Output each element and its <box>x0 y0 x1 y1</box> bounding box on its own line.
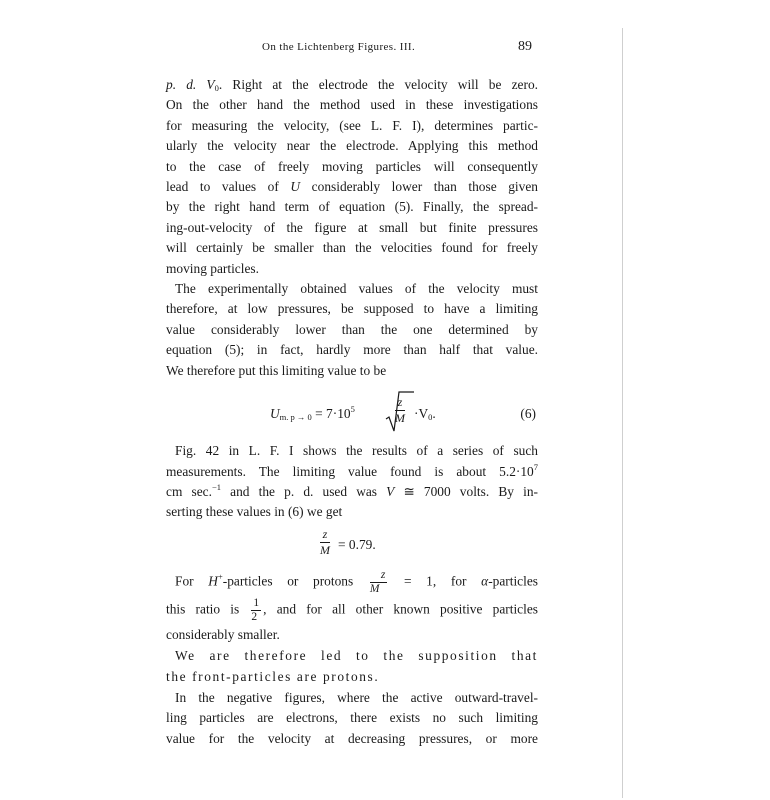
text-line: The experimentally obtained values of the velocity must <box>175 281 538 297</box>
text-line: cm sec.$^{-1}$ and the p. d. used was V ≅ 7000 volts. By in- <box>166 481 538 499</box>
text-line: Fig. 42 in L. F. I shows the results of a series of such <box>175 443 538 459</box>
text-line: will certainly be smaller than the velocities found for freely <box>166 240 538 256</box>
equation-6-tail: $\cdot V_0$. <box>414 406 436 423</box>
paragraph-3 <box>166 441 538 523</box>
page-edge-line <box>622 28 623 798</box>
text-line: for measuring the velocity, (see L. F. I), determines partic- <box>166 117 538 133</box>
text-line: p. d. $V_0$. Right at the electrode the velocity will be zero. <box>166 77 538 93</box>
text-line: ularly the velocity near the electrode. Applying this method <box>166 138 538 154</box>
paragraph-1 <box>166 75 538 279</box>
text-line: to the case of freely moving particles will consequently <box>166 158 538 174</box>
text-line: ling particles are electrons, there exists no such limiting <box>166 710 538 726</box>
inline-fraction: $\frac{z}{M}$ <box>369 568 386 595</box>
text-line: We are therefore led to the supposition that <box>175 648 538 664</box>
equation-ratio <box>166 527 538 563</box>
equation-ratio-value: = 0.79. <box>338 536 376 552</box>
equation-6-number: (6) <box>520 406 536 422</box>
text-line: lead to values of U considerably lower than those given <box>166 179 538 195</box>
running-title: On the Lichtenberg Figures. III. <box>262 41 416 53</box>
equation-ratio-fraction: $\frac{z}{M}$ <box>320 526 330 557</box>
body-text <box>166 75 538 749</box>
paragraph-4 <box>166 569 538 645</box>
paragraph-5 <box>166 646 538 687</box>
paragraph-6 <box>166 688 538 749</box>
text-line: moving particles. <box>166 260 259 276</box>
text-line: In the negative figures, where the active outward-travel- <box>175 689 538 705</box>
text-line: value for the velocity at decreasing pressures, or more <box>166 730 538 746</box>
equation-6-fraction: $\frac{z}{M}$ <box>395 395 405 426</box>
text-line: equation (5); in fact, hardly more than half that value. <box>166 342 538 358</box>
text-line: For H+-particles or protons $\frac{z}{M} = 1$, for α-particles <box>175 568 539 595</box>
paragraph-2 <box>166 279 538 381</box>
text-line: by the right hand term of equation (5). Finally, the spread- <box>166 199 538 215</box>
text-line: serting these values in (6) we get <box>166 504 343 520</box>
text-line: therefore, at low pressures, be supposed to have a limiting <box>166 301 538 317</box>
page-number: 89 <box>518 39 532 54</box>
equation-6-lhs: $U_{m. p \to 0} = 7\cdot 10^5$ <box>270 404 355 423</box>
text-line: value considerably lower than the one determined by <box>166 321 538 337</box>
text-line: On the other hand the method used in these investigations <box>166 97 538 113</box>
text-line: this ratio is $\frac{1}{2}$ , and for all other known positive particles <box>166 596 538 623</box>
text-line: considerably smaller. <box>166 626 280 642</box>
text-line: We therefore put this limiting value to be <box>166 362 387 378</box>
text-line: the front-particles are protons. <box>166 668 380 684</box>
inline-fraction: $\frac{1}{2}$ <box>251 596 260 623</box>
equation-6 <box>166 389 538 439</box>
text-line: measurements. The limiting value found is about $5.2\cdot 10^7$ <box>166 461 538 479</box>
text-line: ing-out-velocity of the figure at small but finite pressures <box>166 219 538 235</box>
